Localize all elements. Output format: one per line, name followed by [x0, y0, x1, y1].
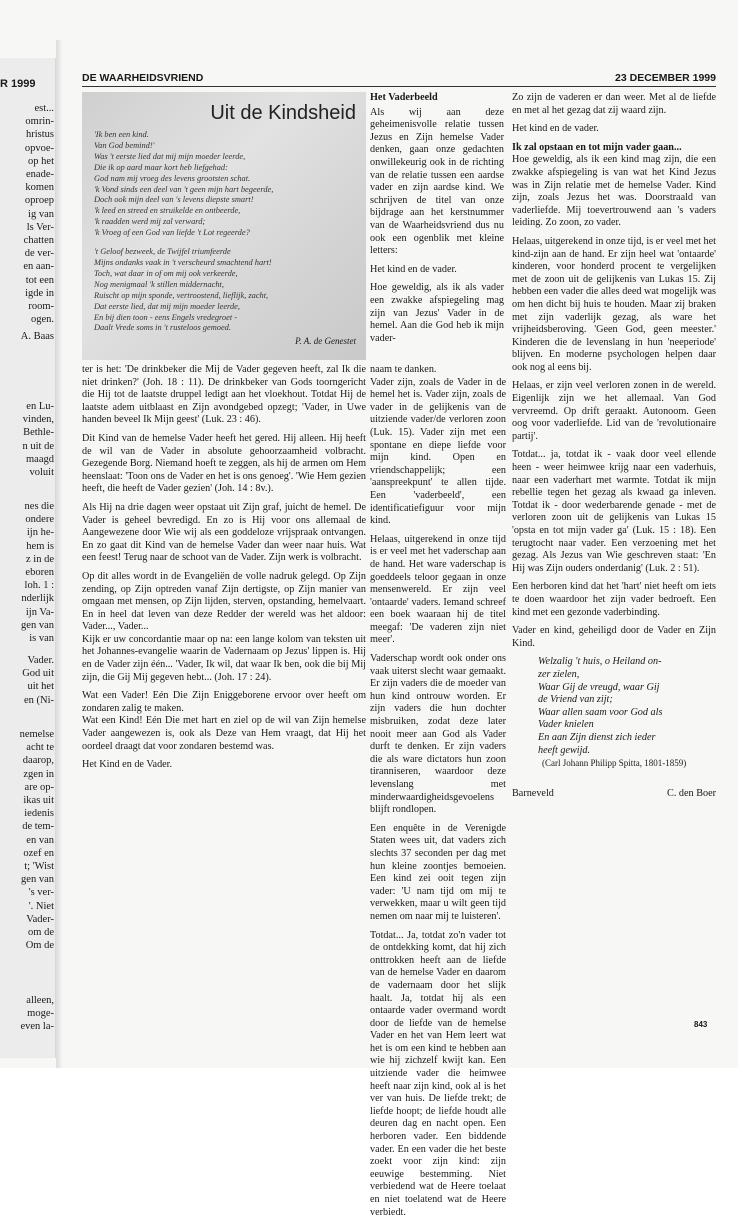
strip-line: ijn Va- — [25, 606, 54, 618]
paragraph: ter is het: 'De drinkbeker die Mij de Vader gegeven heeft, zal Ik die niet drinken?' (Joh. 18 : 11). De drinkbeker van Gods toorngericht die Hij tot de laatste druppel ledigt aan het vloekhout. Totdat Hij de laatste adem uitblaast en Zijn avondgebed opzegt; 'Vader, in Uwe handen beveel Ik Mijn geest' (Luk. 23 : 46). — [82, 364, 366, 426]
poem-line: 'Ik ben een kind. — [94, 130, 149, 139]
strip-line: Vader- — [26, 913, 54, 925]
strip-line: enade- — [26, 169, 54, 181]
strip-line: vinden, — [22, 414, 54, 426]
strip-line: op het — [28, 155, 54, 167]
paragraph: Een enquête in de Verenigde Staten wees uit, dat vaders zich slechts 37 seconden per dag met hun kleine zoontjes bemoeien. Een kind zei ooit tegen zijn vader: 'U nam tijd om mij te verwekken, maar u wilt geen tijd nemen om naar mij te luisteren'. — [370, 822, 506, 922]
paragraph: Helaas, uitgerekend in onze tijd is er veel met het vaderschap aan de hand. Het ware vaderschap is goeddeels teloor gegaan in onze mensenwereld. Er zijn veel 'ontaarde' vaders. Iemand schreef een boek waaraan hij de titel meegaf: 'De vaderen zijn niet meer'. — [370, 533, 506, 646]
strip-line: ondere — [25, 514, 54, 526]
paragraph: Vader zijn, zoals de Vader in de hemel het is. Vader zijn, zoals de vader in de gelijkenis van de uitziende vader/de verloren zoon (Luk. 15). Vader zijn met een spontane en diepe liefde voor mijn kind. Open en vriendschappelijk; een 'aanspreekpunt' te allen tijde. Een 'vaderbeeld', een identificatiefiguur voor mijn kind. — [370, 376, 506, 527]
hymn-credit: (Carl Johann Philipp Spitta, 1801-1859) — [542, 758, 687, 769]
strip-line: God uit — [22, 668, 54, 680]
strip-line: hristus — [25, 129, 54, 141]
hymn-verse — [538, 656, 716, 757]
paragraph: Als wij aan deze geheimenisvolle relatie tussen Jezus en Zijn hemelse Vader denken, gaan onze gedachten onwillekeurig ook in de richting van de relatie tussen een aardse vader en zijn aardse kind. We schrijven de titel van onze bijdrage aan het kerstnummer van de Waarheidsvriend dus nu ook een ogenblik met kleine letters: — [370, 106, 504, 257]
paragraph: Totdat... Ja, totdat zo'n vader tot de ontdekking komt, dat hij zich onttrokken heeft aan de liefde van de hemelse Vader en daarom de vadernaam door het slijk haalt. Ja, totdat hij als een ontaarde vader overmand wordt door de liefde van de hemelse Vader en het van Hem leert wat het is om een kind te hebben aan wie hij zichzelf kwijt kan. Een uitziende vader die heimwee heeft naar zijn kind, ook al is het ver van huis. De liefde trekt; de liefde hoopt; de liefde houdt alle deuren dag en nacht open. Een herboren vader. Een biddende vader. En een vader die het beste zoekt voor zijn kind: zijn eeuwige bestemming. Niet verbiedend wat de Heere toelaat en niet toelatend wat de Heere verbiedt. — [370, 929, 506, 1218]
page-number: 843 — [694, 1020, 708, 1029]
paragraph: Hoe geweldig, als ik een kind mag zijn, die een zwakke afspiegeling is van wat het Kind Jezus was in Zijn relatie met de hemelse Vader. Kind zijn, zoals Jezus het was. Doorstraald van vaderliefde. Mij toevertrouwend aan 's vaders leiding. Zo zoon, zo vader. — [512, 154, 716, 229]
strip-line: moge- — [27, 1008, 54, 1020]
hymn-line: de Vriend van zijt; — [538, 694, 613, 706]
strip-block-4 — [0, 654, 54, 707]
strip-line: en (Ni- — [23, 694, 54, 706]
strip-line: ikas uit — [23, 795, 54, 807]
paragraph: Totdat... ja, totdat ik - vaak door veel ellende heen - weer heimwee krijg naar een vaderhuis, naar een vaderhart met warmte. Totdat ik mijn rebellie tegen het gezag als kwaad ga inleven. Totdat ik - door wederbarende genade - met de verloren zoon uit de gelijkenis van Lukas 15 'opsta en tot mijn vader ga' (Luk. 15 : 18). Een terugtocht naar vader. Een verzoening met het gezag. Als Jezus van Wie geschreven staat: 'En Hij was Zijn ouders onderdanig' (Luk. 2 : 51). — [512, 449, 716, 574]
strip-line: iedenis — [24, 808, 54, 820]
header-rule — [82, 86, 716, 87]
strip-line: t; 'Wist — [24, 861, 54, 873]
strip-line: Bethle- — [23, 427, 54, 439]
column-2-top — [370, 92, 504, 351]
strip-line: loh. 1 : — [24, 580, 54, 592]
poem-line: Ruischt op mijn sponde, vertroostend, lieflijk, zacht, — [94, 290, 269, 300]
strip-line: uit het — [27, 681, 54, 693]
strip-line: omrin- — [25, 116, 54, 128]
hymn-line: Welzalig 't huis, o Heiland on- — [538, 656, 662, 668]
poem-line: God nam mij vroeg des levens grootsten schat. — [94, 173, 251, 183]
strip-line: acht te — [26, 742, 54, 754]
strip-line: Om de — [25, 940, 54, 952]
column-3 — [512, 92, 716, 800]
poem-line: Dat eerste lied, dat mij mijn moeder leerde, — [94, 301, 240, 311]
column-1 — [82, 364, 366, 778]
poem-line: Doch ook mijn deel van 's levens diepste smart! — [94, 195, 254, 205]
strip-line: en van — [26, 834, 54, 846]
hymn-line: Waar Gij de vreugd, waar Gij — [538, 681, 660, 693]
strip-line: gen van — [21, 619, 54, 631]
strip-line: nes die — [24, 501, 54, 512]
poem-box — [82, 92, 366, 360]
signature-line — [512, 788, 716, 801]
strip-line: nemelse — [19, 729, 54, 740]
strip-line: hem is — [26, 540, 54, 552]
paragraph: Vaderschap wordt ook onder ons vaak uiterst slecht waar gemaakt. Er zijn vaders die de moeder van hun kind ontrouw worden. Er zijn vaders die hun dochter misbruiken, zodat deze later nooit meer aan God als Vader durft te denken. Er zijn vaders die als ware dictators hun zoon tiranniseren, waardoor deze levenslang met minderwaardigheidsgevoelens blijft rondlopen. — [370, 653, 506, 816]
paragraph: Een herboren kind dat het 'hart' niet heeft om iets te doen waardoor het zijn vader bedroeft. Een kind met een gezonde vaderbinding. — [512, 581, 716, 618]
strip-line: igde in — [25, 287, 54, 299]
hymn-line: zer zielen, — [538, 668, 580, 680]
strip-line: opvoe- — [24, 142, 54, 154]
publication-name: DE WAARHEIDSVRIEND — [82, 72, 204, 84]
poem-line: Daalt Vrede soms in 't rusteloos gemoed. — [94, 323, 231, 333]
previous-page-strip — [0, 58, 56, 1058]
strip-block-6 — [0, 994, 54, 1034]
strip-line: ig van — [28, 208, 54, 220]
section-heading-vaderbeeld: Het Vaderbeeld — [370, 92, 438, 103]
hymn-line: Vader knielen — [538, 719, 594, 731]
paragraph: Het Kind en de Vader. — [82, 759, 173, 771]
poem-author: P. A. de Genestet — [295, 336, 356, 346]
strip-line: are op- — [24, 781, 54, 793]
strip-block-1 — [0, 102, 54, 326]
strip-line: de ver- — [24, 248, 54, 260]
strip-line: de tem- — [22, 821, 54, 833]
page-spine — [56, 40, 62, 1068]
paragraph: Wat een Kind! Eén Die met hart en ziel op de wil van Zijn hemelse Vader aangewezen is, ook als Deze van Hem vraagt, dat Hij het oordeel draagt dat voor zondaren bestemd was. — [82, 715, 366, 752]
strip-line: n uit de — [22, 440, 54, 452]
strip-line: eboren — [25, 567, 54, 579]
paragraph: Wat een Vader! Eén Die Zijn Eniggeborene ervoor over heeft om zondaren zalig te maken. — [82, 690, 366, 714]
paragraph: Het kind en de vader. — [370, 263, 457, 275]
poem-line: 'k raadden werd mij zal verward; — [94, 217, 206, 227]
strip-line: est... — [34, 103, 54, 114]
strip-line: 's ver- — [28, 887, 54, 899]
poem-title: Uit de Kindsheid — [210, 102, 356, 124]
strip-line: even la- — [20, 1021, 54, 1033]
hymn-line: Waar allen saam voor God als — [538, 706, 663, 718]
strip-line: chatten — [23, 235, 54, 247]
poem-line: Van God bemind!' — [94, 140, 155, 150]
section-heading-opstaan: Ik zal opstaan en tot mijn vader gaan... — [512, 141, 682, 153]
poem-line: 'k Vond sinds een deel van 't geen mijn hart begeerde, — [94, 184, 274, 194]
strip-line: daarop, — [22, 755, 54, 767]
poem-line: 'k leed en streed en struikelde en ontbeerde, — [94, 206, 241, 216]
strip-line: room- — [28, 301, 54, 313]
paragraph: Hoe geweldig, als ik als vader een zwakke afspiegeling mag zijn van Jezus' Vader in de hemel. Aan die God heb ik mijn vader- — [370, 282, 504, 344]
poem-line: En bij dien toon - eens Engels vredegroet - — [94, 312, 238, 322]
previous-page-header: R 1999 — [0, 78, 36, 90]
paragraph: Kijk er uw concordantie maar op na: een lange kolom van teksten uit het Johannes-evangelie waarin de Vadernaam op Jezus' lippen is. Hij en de Vader zijn één... 'Vader, Ik wil, dat waar Ik ben, ook die bij Mij zijn, die Gij Mij gegeven hebt... (Joh. 17 : 24). — [82, 633, 366, 683]
paragraph: naam te danken. — [370, 364, 437, 375]
poem-line: 't Geloof bezweek, de Twijfel triumfeerde — [94, 247, 231, 257]
poem-line: Nog menigmaal 'k stillen middernacht, — [94, 279, 224, 289]
strip-line: en Lu- — [26, 401, 54, 412]
poem-line: Die ik op aard maar kort heb liefgehad: — [94, 162, 228, 172]
paragraph: Dit Kind van de hemelse Vader heeft het gered. Hij alleen. Hij heeft de wil van de Vader in absolute gehoorzaamheid volbracht. Gezegende Borg. Niemand hoeft te zeggen, als hij de armen om Hem heenslaat: 'Toon ons de Vader en het is ons genoeg'. 'Wie Hem gezien heeft, die heeft de Vader gezien' (Joh. 14 : 8v.). — [82, 432, 366, 495]
strip-line: ozef en — [23, 847, 54, 859]
strip-line: oproep — [24, 195, 54, 207]
poem-lines — [94, 130, 362, 334]
strip-line: ijn he- — [26, 527, 54, 539]
strip-line: nderlijk — [21, 593, 54, 605]
paragraph: Als Hij na drie dagen weer opstaat uit Zijn graf, juicht de hemel. De Vader is geheel bevredigd. En zo is Hij voor ons allemaal de Aangewezene door Wie wij als een goddeloze vrijspraak ontvangen. En zo gaat dit Kind van de hemelse Vader dan weer naar huis. Wat een feest! Terug naar de schoot van de Vader. Zijn werk is volbracht. — [82, 501, 366, 564]
hymn-line: heeft gewijd. — [538, 744, 591, 756]
strip-line: tot een — [25, 274, 54, 286]
poem-line — [94, 239, 362, 247]
strip-line: en aan- — [23, 261, 54, 273]
strip-block-1-sign — [0, 330, 54, 343]
paragraph: Helaas, er zijn veel verloren zonen in de wereld. Eigenlijk zijn we het allemaal. Van God vervreemd. Op drift geraakt. Autonoom. Geen oog voor vaderliefde. Lid van de 'revolutionaire partij'. — [512, 380, 716, 442]
paragraph: Vader en kind, geheiligd door de Vader en Zijn Kind. — [512, 625, 716, 649]
strip-block-3 — [0, 500, 54, 645]
paragraph: Het kind en de vader. — [512, 123, 599, 135]
strip-line: maagd — [26, 453, 54, 465]
hymn-line: En aan Zijn dienst zich ieder — [538, 731, 656, 743]
strip-line: alleen, — [26, 995, 54, 1006]
paragraph: Op dit alles wordt in de Evangeliën de volle nadruk gelegd. Op Zijn zending, op Zijn optreden vanaf Zijn dertigste, op Zijn manier van omgaan met mensen, op Zijn lijden, sterven, opstanding, hemelvaart. En in heel dat leven van deze Redder der wereld was het aldoor: Vader..., Vader... — [82, 570, 366, 633]
strip-line: om de — [28, 927, 54, 939]
strip-sign: A. Baas — [20, 331, 54, 342]
paragraph: Helaas, uitgerekend in onze tijd, is er veel met het kind-zijn aan de hand. Er zijn heel wat 'ontaarde' kinderen, voor honderd procent te vergelijken met de zoon uit de gelijkenis van Lukas 15. Zij hebben een vader die alles deed wat mogelijk was om hen dicht bij huis te houden. Maar zij braken met zijn vaderlijk gezag, als ware het vrijheidsberoving. 'Geen God, geen meester.' Kinderen die de levenslang in hun 'neeperiode' blijven. En moderne psychologen helpen daar ook nog al eens bij. — [512, 235, 716, 373]
strip-line: ogen. — [30, 314, 54, 326]
strip-block-2 — [0, 400, 54, 479]
poem-line: 'k Vroeg of een God van liefde 't Lot regeerde? — [94, 228, 250, 238]
strip-line: ls Ver- — [26, 221, 54, 233]
strip-line: z in de — [26, 553, 54, 565]
column-2-bottom — [370, 364, 506, 1225]
strip-line: voluit — [29, 467, 54, 479]
strip-block-5 — [0, 728, 54, 952]
poem-line: Toch, wat daar in of om mij ook verkeerde, — [94, 268, 238, 278]
strip-line: komen — [25, 182, 54, 194]
strip-line: is van — [29, 633, 54, 645]
author-signature: C. den Boer — [667, 787, 716, 799]
place-name: Barneveld — [512, 787, 554, 799]
strip-line: Vader. — [27, 655, 54, 666]
strip-line: '. Niet — [28, 900, 54, 912]
poem-line: Mijns ondanks vaak in 't verscheurd smachtend hart! — [94, 257, 272, 267]
issue-date: 23 DECEMBER 1999 — [615, 72, 716, 84]
strip-line: zgen in — [23, 768, 54, 780]
paragraph: Zo zijn de vaderen er dan weer. Met al de liefde en met al het gezag dat zij waard zijn. — [512, 92, 716, 116]
poem-line: Was 't eerste lied dat mij mijn moeder leerde, — [94, 151, 246, 161]
strip-line: gen van — [21, 874, 54, 886]
